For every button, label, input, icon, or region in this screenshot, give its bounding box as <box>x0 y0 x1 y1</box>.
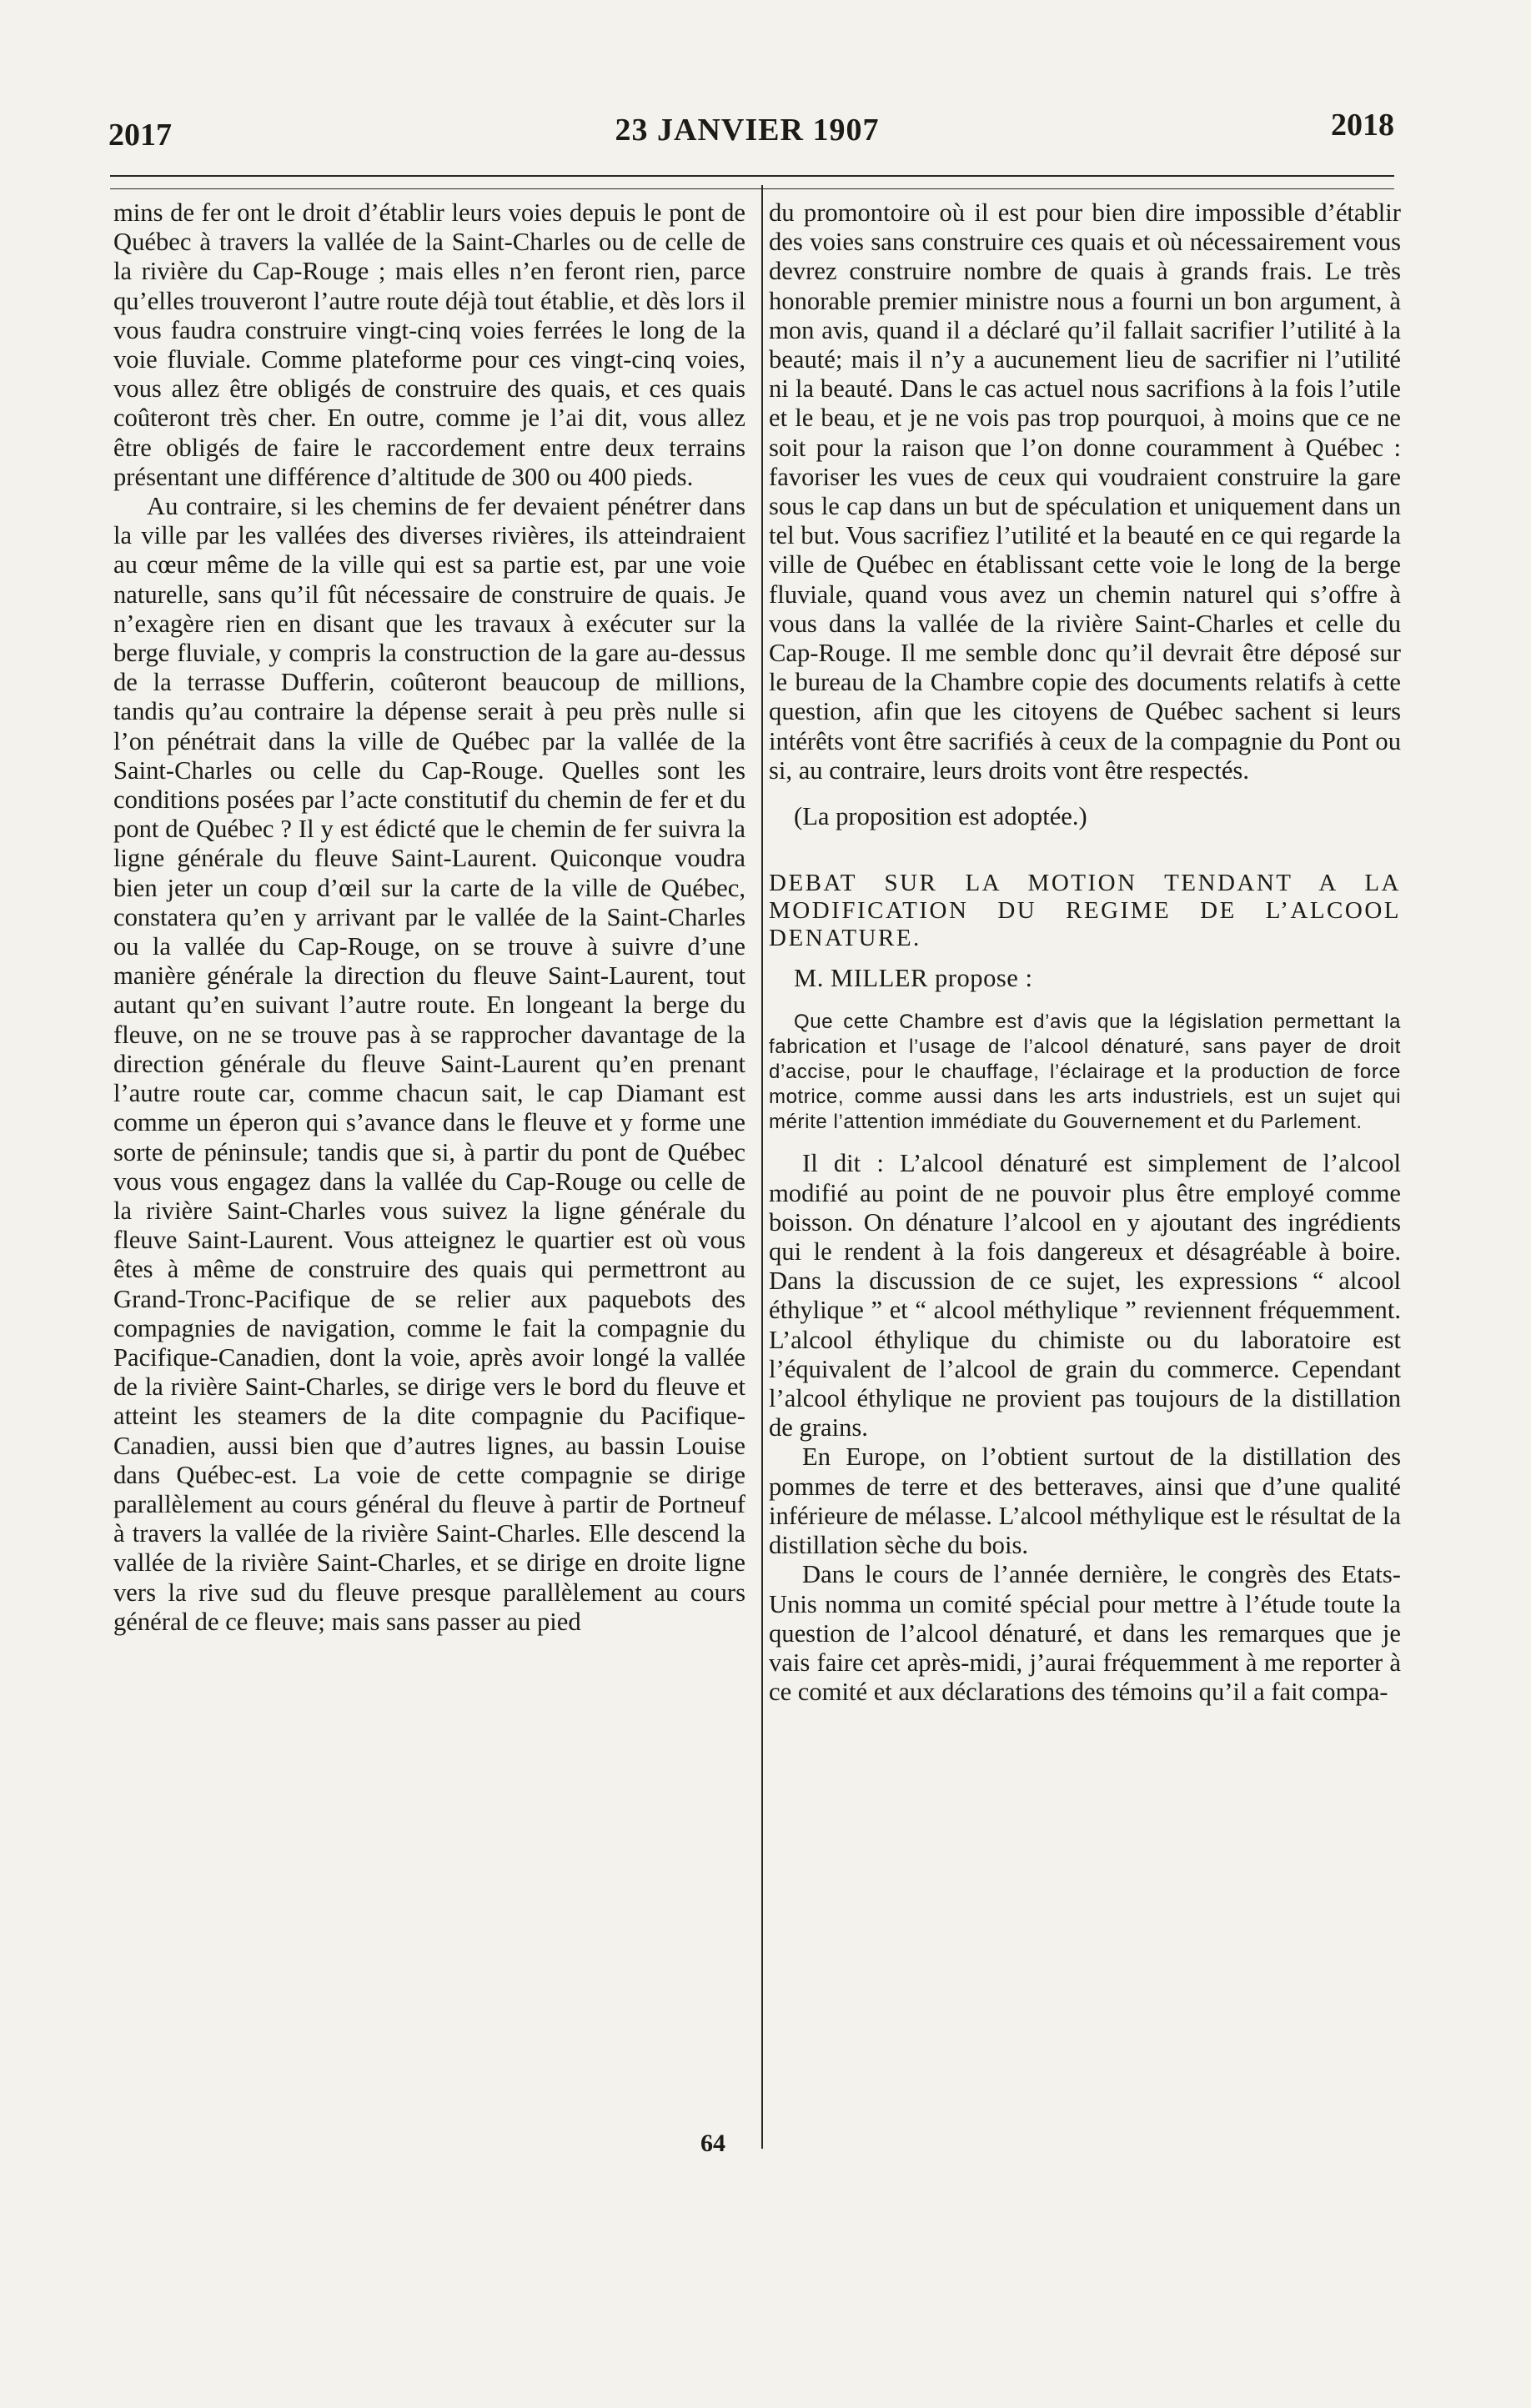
section-heading: DEBAT SUR LA MOTION TENDANT A LA MODIFICATION DU REGIME DE L’ALCOOL DENATURE. <box>769 870 1401 952</box>
adoption-note: (La proposition est adoptée.) <box>794 802 1087 831</box>
folio-number: 64 <box>700 2130 725 2157</box>
right-paragraph-1: du promontoire où il est pour bien dire impossible d’établir des voies sans construire ces quais et où nécessairement vous devrez construire nombre de quais à grands frais. Le très honorable premier ministre nous a fourni un bon argument, à mon avis, quand il a déclaré qu’il fallait sacrifier l’utilité à la beauté; mais il n’y a aucunement lieu de sacrifier ni l’utilité ni la beauté. Dans le cas actuel nous sacrifions à la fois l’utile et le beau, et je ne vois pas trop pourquoi, à moins que ce ne soit pour la raison que l’on donne couramment à Québec : favoriser les vues de ceux qui voudraient construire la gare sous le cap dans un but de spéculation et uniquement dans un tel but. Vous sacrifiez l’utilité et la beauté en ce qui regarde la ville de Québec en établissant cette voie le long de la berge fluviale, quand vous avez un chemin naturel qui s’offre à vous dans la vallée de la rivière Saint-Charles et celle du Cap-Rouge. Il me semble donc qu’il devrait être déposé sur le bureau de la Chambre copie des documents relatifs à cette question, afin que les citoyens de Québec sachent si leurs intérêts vont être sacrifiés à ceux de la compagnie du Pont ou si, au contraire, leurs droits vont être respectés. <box>769 198 1401 785</box>
left-paragraph-2: Au contraire, si les chemins de fer devaient pénétrer dans la ville par les vallées des diverses rivières, ils atteindraient au cœur même de la ville qui est sa partie est, par une voie naturelle, sans qu’il fût nécessaire de construire de quais. Je n’exagère rien en disant que les travaux à exécuter sur la berge fluviale, y compris la construction de la gare au-dessus de la terrasse Dufferin, coûteront beaucoup de millions, tandis qu’au contraire la dépense serait à peu près nulle si l’on pénétrait dans la ville de Québec par la vallée de la Saint-Charles ou celle du Cap-Rouge. Quelles sont les conditions posées par l’acte constitutif du chemin de fer et du pont de Québec ? Il y est édicté que le chemin de fer suivra la ligne générale du fleuve Saint-Laurent. Quiconque voudra bien jeter un coup d’œil sur la carte de la ville de Québec, constatera qu’en y arrivant par le vallée de la Saint-Charles ou la vallée du Cap-Rouge, on se trouve à suivre d’une manière générale la direction du fleuve Saint-Laurent, tout autant qu’en suivant l’autre route. En longeant la berge du fleuve, on ne se trouve pas à se rapprocher davantage de la direction générale du fleuve Saint-Laurent qu’en prenant l’autre route car, comme chacun sait, le cap Diamant est comme un éperon qui s’avance dans le fleuve et y forme une sorte de péninsule; tandis que si, à partir du pont de Québec vous vous engagez dans la vallée du Cap-Rouge ou celle de la rivière Saint-Charles vous suivez la ligne générale du fleuve Saint-Laurent. Vous atteignez le quartier est où vous êtes à même de construire des quais qui permettront au Grand-Tronc-Pacifique de se relier aux paquebots des compagnies de navigation, comme le fait la compagnie du Pacifique-Canadien, dont la voie, après avoir longé la vallée de la rivière Saint-Charles, se dirige vers le bord du fleuve et atteint les steamers de la dite compagnie du Pacifique-Canadien, aussi bien que d’autres lignes, au bassin Louise dans Québec-est. La voie de cette compagnie se dirige parallèlement au cours général du fleuve à partir de Portneuf à travers la vallée de la rivière Saint-Charles. Elle descend la vallée de la rivière Saint-Charles, et se dirige en droite ligne vers la rive sud du fleuve presque parallèlement au cours général de ce fleuve; mais sans passer au pied <box>113 492 745 1636</box>
header-rule-bottom <box>110 188 1394 189</box>
left-column <box>113 198 745 1637</box>
right-paragraph-4: Dans le cours de l’année dernière, le congrès des Etats-Unis nomma un comité spécial pour mettre à l’étude toute la question de l’alcool dénaturé, et dans les remarques que je vais faire cet après-midi, j’aurai fréquemment à me reporter à ce comité et aux déclarations des témoins qu’il a fait compa- <box>769 1560 1401 1707</box>
right-paragraph-2: Il dit : L’alcool dénaturé est simplement de l’alcool modifié au point de ne pouvoir plus être employé comme boisson. On dénature l’alcool en y ajoutant des ingrédients qui le rendent à la fois dangereux et désagréable à boire. Dans la discussion de ce sujet, les expressions “ alcool éthylique ” et “ alcool méthylique ” reviennent fréquemment. L’alcool éthylique du chimiste ou du laboratoire est l’équivalent de l’alcool de grain du commerce. Cependant l’alcool éthylique ne provient pas toujours de la distillation de grains. <box>769 1149 1401 1442</box>
page-date: 23 JANVIER 1907 <box>615 113 880 148</box>
left-paragraph-1: mins de fer ont le droit d’établir leurs voies depuis le pont de Québec à travers la vallée de la Saint-Charles ou de celle de la rivière du Cap-Rouge ; mais elles n’en feront rien, parce qu’elles trouveront l’autre route déjà tout établie, et dès lors il vous faudra construire vingt-cinq voies ferrées le long de la voie fluviale. Comme plateforme pour ces vingt-cinq voies, vous allez être obligés de construire des quais, et ces quais coûteront très cher. En outre, comme je l’ai dit, vous allez être obligés de faire le raccordement entre deux terrains présentant une différence d’altitude de 300 ou 400 pieds. <box>113 198 745 491</box>
right-paragraph-3: En Europe, on l’obtient surtout de la distillation des pommes de terre et des betteraves, ainsi que d’une qualité inférieure de mélasse. L’alcool méthylique est le résultat de la distillation sèche du bois. <box>769 1442 1401 1560</box>
column-divider <box>761 185 763 2149</box>
motion-text: Que cette Chambre est d’avis que la législation permettant la fabrication et l’usage de l’alcool dénaturé, sans payer de droit d’accise, pour le chauffage, l’éclairage et la production de force motrice, comme aussi dans les arts industriels, est un sujet qui mérite l’attention immédiate du Gouvernement et du Parlement. <box>769 1011 1401 1133</box>
page-number-left: 2017 <box>108 118 172 153</box>
proposer-line: M. MILLER propose : <box>794 964 1033 993</box>
page-number-right: 2018 <box>1331 108 1394 143</box>
right-column <box>769 198 1401 1707</box>
header-rule-top <box>110 175 1394 177</box>
page-header <box>100 107 1394 153</box>
